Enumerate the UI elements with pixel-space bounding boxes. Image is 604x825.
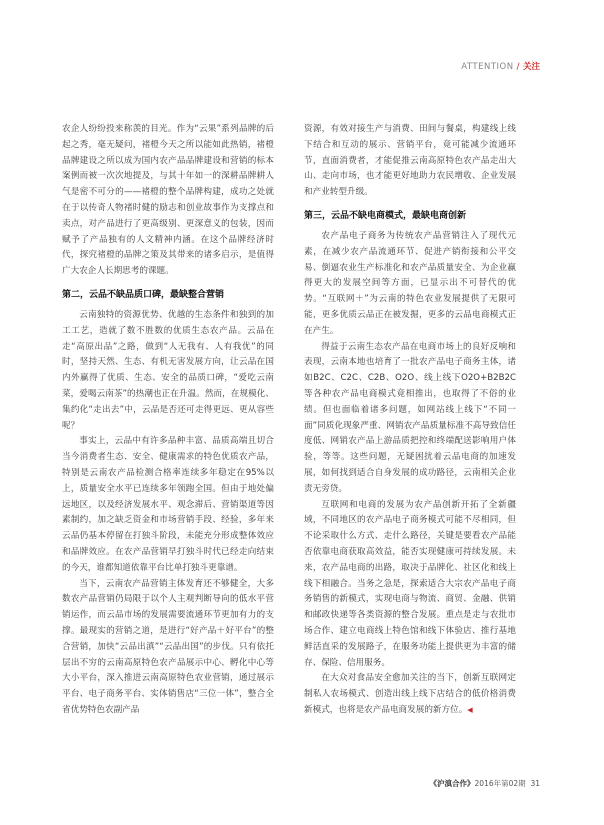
paragraph: 事实上，云品中有许多品种丰富、品质高端且切合当今消费者生态、安全、健康需求的特色优质农产品，特别是云南农产品检测合格率连续多年稳定在95%以上，质量安全水平已连续多年领跑全国。但由于地处偏远地区，以及经济发展水平、观念滞后、营销渠道等因素制约，加之缺乏资金和市场营销手段、经验，多年来云品仍基本停留在打独斗阶段，未能充分形成整体效应和品牌效应。在农产品营销早打独斗时代已经走向结束的今天，谁都知道依靠平台比单打独斗更靠谱。 <box>62 436 274 573</box>
paragraph-text: 在大众对食品安全愈加关注的当下，创新互联网定制私人农场模式、创造出线上线下店结合的低价格消费新模式，也将是农产品电商发展的新方位。 <box>304 673 516 715</box>
left-column <box>62 122 274 719</box>
section-title-cn: 关注 <box>522 62 540 72</box>
page-number: 31 <box>530 779 540 788</box>
page-footer <box>430 778 540 789</box>
section-heading: 第三，云品不缺电商模式，最缺电商创新 <box>304 210 467 221</box>
end-mark-icon: ◀ <box>467 705 473 714</box>
section-title-en: ATTENTION <box>461 62 514 72</box>
paragraph: 资源，有效对接生产与消费、田间与餐桌，构建线上线下结合和互动的展示、营销平台，竟可能减少流通环节，直面消费者，才能促推云南高原特色农产品走出大山、走向市场，也才能更好地助力农民增收、企业发展和产业转型升级。 <box>304 124 516 198</box>
section-separator: / <box>516 62 520 72</box>
paragraph: 云南独特的资源优势、优越的生态条件和独到的加工工艺，造就了数不胜数的优质生态农产品。云品在走“高原出品”之路，做到“人无我有、人有我优”的同时，坚持天然、生态、有机无害发展方向，让云品在国内外赢得了优质、生态、安全的品质口碑，“爱吃云南菜，爱喝云南茶”的热潮也正在升温。然而，在规模化、集约化“走出去”中，云品是否还可走得更远、更从容些呢？ <box>62 309 274 431</box>
section-heading: 第二，云品不缺品质口碑，最缺整合营销 <box>62 289 225 300</box>
issue-label: 2016年第02期 <box>474 779 526 788</box>
paragraph: 农产品电子商务为传统农产品营销注入了现代元素，在减少农产品流通环节、促进产销衔接和公平交易、倒逼农业生产标准化和农产品质量安全、为企业赢得更大的发展空间等方面，已显示出不可替代的优势。“互联网＋”为云南的特色农业发展提供了无限可能，更多优质云品正在被发掘，更多的云品电商模式正在产生。 <box>304 230 516 336</box>
paragraph: 互联网和电商的发展为农产品创新开拓了全新疆域，不同地区的农产品电子商务模式可能不尽相同，但不论采取什么方式、走什么路径，关键是要看农产品能否依靠电商获取高效益，能否实现健康可持续发展。未来，农产品电商的出路，取决于品牌化、社区化和线上线下相融合。当务之急是，探索适合大宗农产品电子商务销售的新模式，实现电商与物流、商贸、金融、供销和邮政快递等各类资源的整合发展。重点是走与农批市场合作、建立电商线上特色馆和线下体验店、推行基地鲜活直采的发展路子，在服务功能上提供更为丰富的储存、保险、信用服务。 <box>304 499 516 668</box>
paragraph <box>304 671 516 718</box>
magazine-name: 《沪滇合作》 <box>429 779 475 788</box>
right-column <box>304 122 516 719</box>
section-header <box>461 60 540 72</box>
paragraph: 得益于云南生态农产品在电商市场上的良好反响和表现，云南本地也培育了一批农产品电子商务主体，诸如B2C、C2C、C2B、O2O、线上线下O2O+B2B2C等各种农产品电商模式竟相推出，也取得了不俗的业绩。但也面临着诸多问题，如网站线上线下“不同一面”同质化现象严重、网销农产品质量标准不高导致信任度低、网销农产品上游品质把控和终端配送影响用户体验，等等。这些问题，无疑困扰着云品电商的加速发展，如何找到适合自身发展的成功路径，云南相关企业责无旁贷。 <box>304 341 516 494</box>
paragraph: 当下，云南农产品营销主体发育还不够健全，大多数农产品营销仍局限于以个人主观判断导向的低水平营销运作，而云品市场的发展需要流通环节更加有力的支撑。最现实的营销之道，是进行“好产品＋好平台”的整合营销，加快“云品出滇”“云品出国”的步伐。只有依托层出不穷的云南高原特色农产品展示中心、孵化中心等大小平台，深入推进云南高原特色农业营销，通过展示平台、电子商务平台、实体销售店“三位一体”，整合全省优势特色农副产品 <box>62 578 274 715</box>
paragraph: 农企人纷纷投来称羡的目光。作为“云果”系列品牌的后起之秀，毫无疑问，褚橙今天之所以能如此热销，褚橙品牌建设之所以成为国内农产品品牌建设和营销的标本案例而被一次次地提及，与其十年如一的深耕品牌耕人气是密不可分的——褚橙的整个品牌构建，成功之处就在于以传奇人物褚时健的励志和创业故事作为支撑点和卖点，对产品进行了更高级别、更深意义的包装，因而赋予了产品独有的人文精神内涵。在这个品牌经济时代，探究褚橙的品牌之策及其带来的诸多启示，是值得广大农企人长期思考的课题。 <box>62 124 274 277</box>
